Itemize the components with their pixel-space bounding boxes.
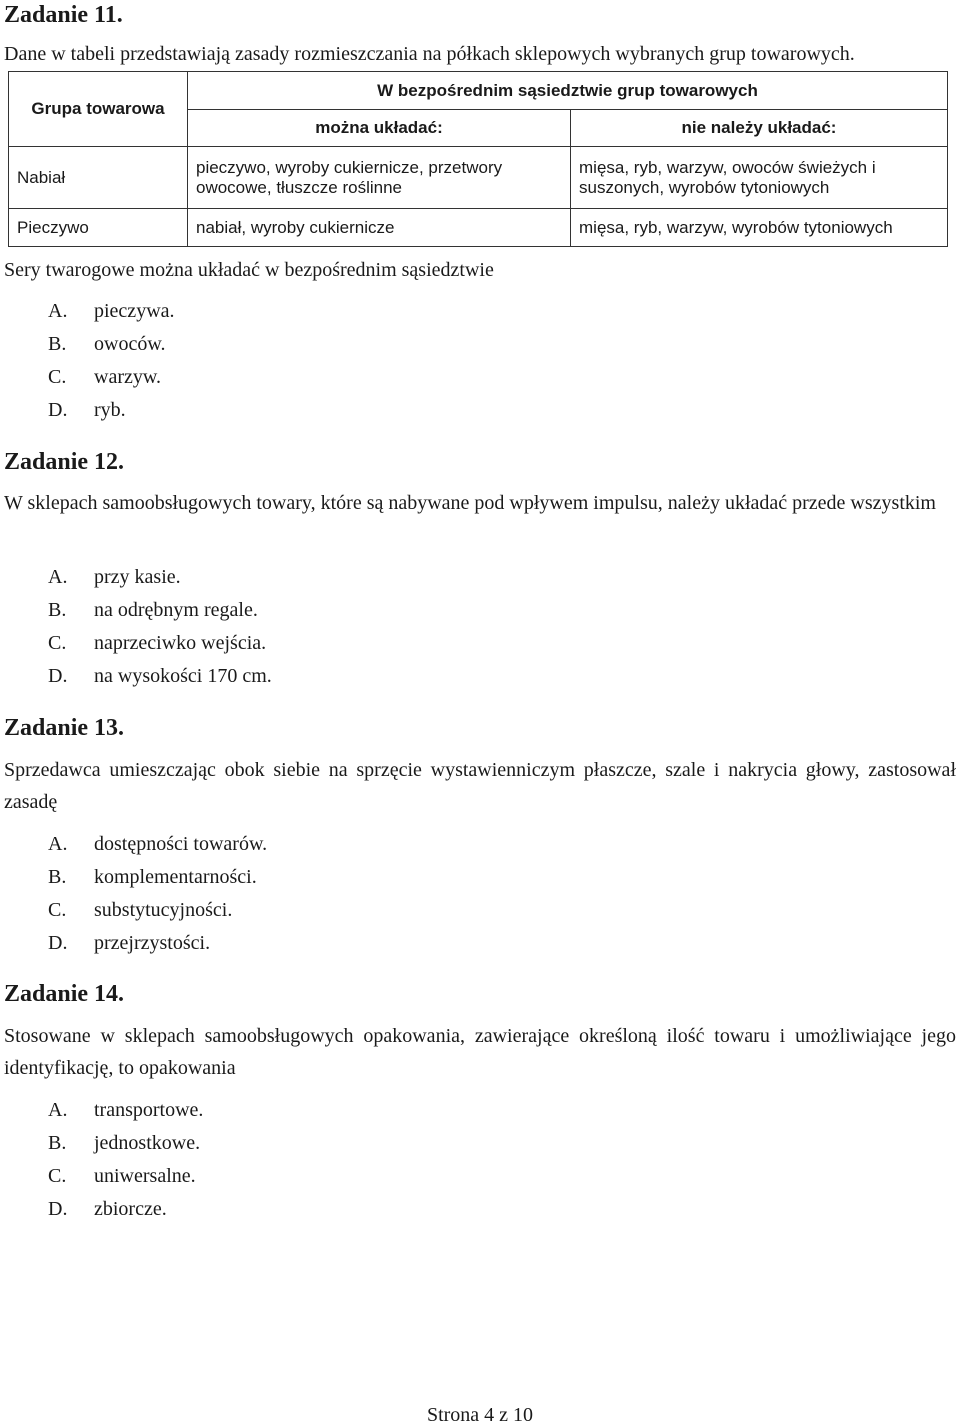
option-letter: A. [48,1099,68,1121]
option-letter: A. [48,300,68,322]
option-letter: C. [48,366,67,388]
row-group: Pieczywo [9,209,188,247]
option-letter: B. [48,333,67,355]
option-text: pieczywa. [94,300,175,322]
task-14-question: Stosowane w sklepach samoobsługowych opakowania, zawierające określoną ilość towaru i umożliwiające jego identyfikację, to opakowania [4,1025,956,1079]
option-letter: D. [48,399,68,421]
task-12-question: W sklepach samoobsługowych towary, które są nabywane pod wpływem impulsu, należy układać przede wszystkim [4,492,936,514]
task-11-options [0,300,960,440]
task-11-heading: Zadanie 11. [4,2,123,28]
task-11-intro: Dane w tabeli przedstawiają zasady rozmieszczania na półkach sklepowych wybranych grup towarowych. [4,43,855,65]
option-text: substytucyjności. [94,899,233,921]
table-row [9,209,948,247]
option-text: owoców. [94,333,166,355]
option-text: ryb. [94,399,126,421]
option-text: warzyw. [94,366,162,388]
option-text: dostępności towarów. [94,833,268,855]
task-13-options [0,833,960,973]
option-letter: B. [48,866,67,888]
option-text: transportowe. [94,1099,204,1121]
task-13-heading: Zadanie 13. [4,715,125,741]
option-letter: A. [48,566,68,588]
option-text: na wysokości 170 cm. [94,665,272,687]
row-cannot: mięsa, ryb, warzyw, owoców świeżych i suszonych, wyrobów tytoniowych [571,147,948,209]
task-11-question: Sery twarogowe można układać w bezpośrednim sąsiedztwie [4,259,494,281]
option-text: przy kasie. [94,566,181,588]
row-can: nabiał, wyroby cukiernicze [188,209,571,247]
option-text: przejrzystości. [94,932,211,954]
page-footer: Strona 4 z 10 [426,1404,534,1426]
header-can: można układać: [188,110,571,147]
option-letter: D. [48,665,68,687]
task-14-heading: Zadanie 14. [4,981,125,1007]
row-can: pieczywo, wyroby cukiernicze, przetwory owocowe, tłuszcze roślinne [188,147,571,209]
task-13-question: Sprzedawca umieszczając obok siebie na sprzęcie wystawienniczym płaszcze, szale i nakrycia głowy, zastosował zasadę [4,759,956,813]
option-letter: D. [48,1198,68,1220]
header-neighbor: W bezpośrednim sąsiedztwie grup towarowych [188,72,948,110]
option-text: jednostkowe. [94,1132,201,1154]
option-text: na odrębnym regale. [94,599,258,621]
task-12-heading: Zadanie 12. [4,449,125,475]
option-text: zbiorcze. [94,1198,167,1220]
option-text: uniwersalne. [94,1165,196,1187]
row-cannot: mięsa, ryb, warzyw, wyrobów tytoniowych [571,209,948,247]
header-group: Grupa towarowa [9,72,188,147]
task-12-options [0,566,960,706]
row-group: Nabiał [9,147,188,209]
option-letter: A. [48,833,68,855]
task-14-options [0,1099,960,1239]
option-text: komplementarności. [94,866,257,888]
option-letter: D. [48,932,68,954]
table-row [9,147,948,209]
option-text: naprzeciwko wejścia. [94,632,267,654]
option-letter: B. [48,1132,67,1154]
header-cannot: nie należy układać: [571,110,948,147]
option-letter: C. [48,632,67,654]
option-letter: C. [48,899,67,921]
option-letter: C. [48,1165,67,1187]
shelf-rules-table [8,71,948,247]
option-letter: B. [48,599,67,621]
